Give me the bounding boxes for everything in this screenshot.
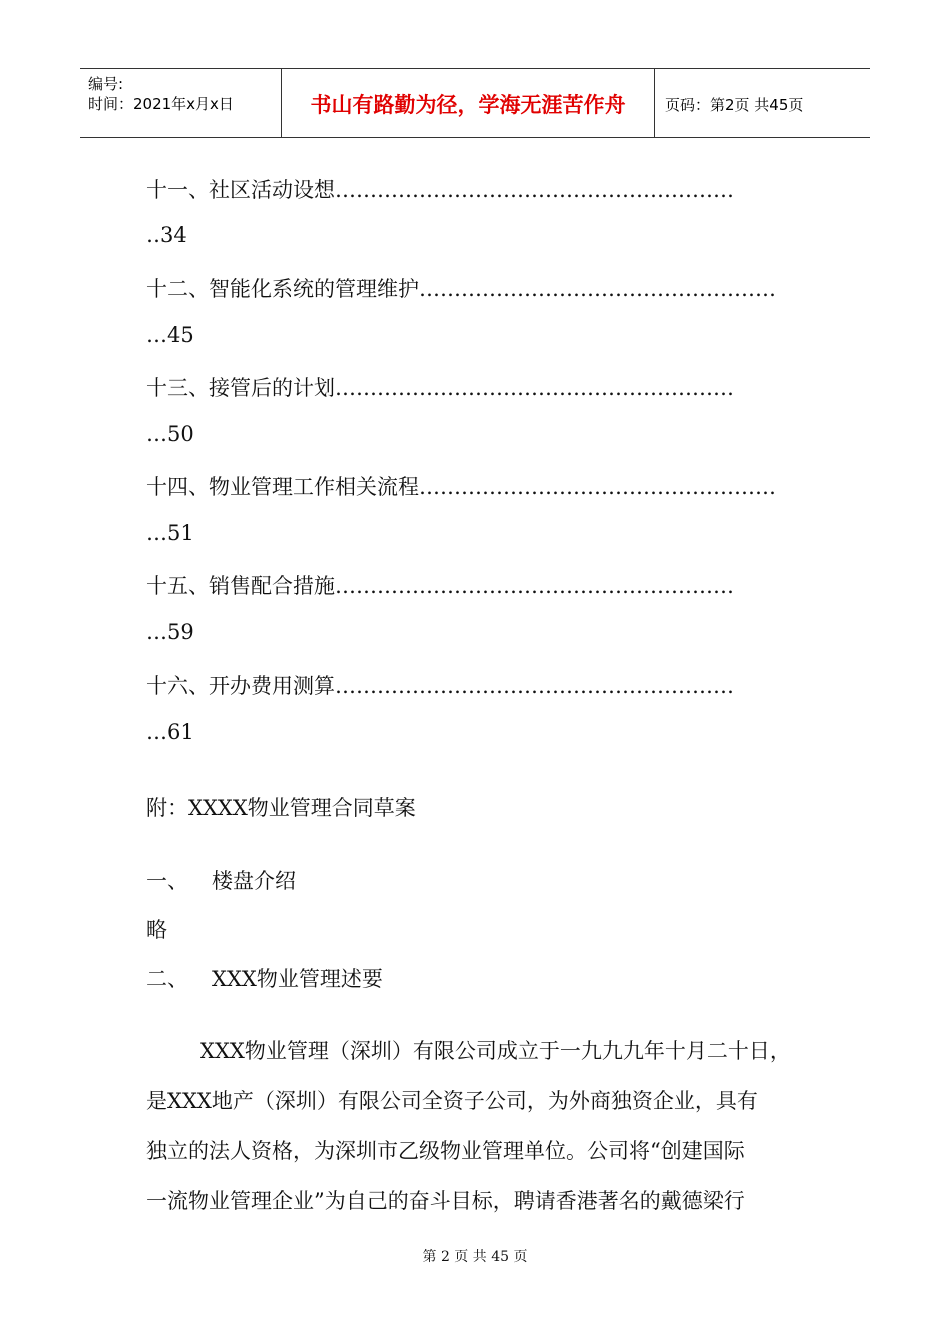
toc-leader-dots: …………………………………………………: [335, 574, 734, 598]
toc-leader-dots: …………………………………………………: [335, 178, 734, 202]
header-motto-cell: [281, 69, 655, 137]
appendix-line: 附：XXXX物业管理合同草案: [146, 796, 416, 820]
toc-entry-page: …51: [146, 521, 194, 545]
page-footer: 第 2 页 共 45 页: [422, 1249, 528, 1265]
header-left-cell: [80, 69, 281, 137]
toc-leader-dots: ……………………………………………: [419, 277, 776, 301]
toc-entry-title: 十一、社区活动设想: [146, 178, 335, 202]
paragraph-line: XXX物业管理（深圳）有限公司成立于一九九九年十月二十日，: [200, 1039, 791, 1063]
document-number-label: 编号:: [88, 75, 124, 93]
toc-entry-title: 十六、开办费用测算: [146, 674, 335, 698]
toc-entry-page: ‥34: [146, 223, 187, 247]
toc-entry-12: [146, 273, 776, 303]
toc-entry-15: [146, 570, 734, 600]
toc-entry-14: [146, 471, 776, 501]
section-1-body: 略: [146, 918, 167, 942]
section-2-title: XXX物业管理述要: [212, 967, 383, 991]
document-time-label: 时间：2021年x月x日: [88, 95, 234, 113]
toc-entry-title: 十五、销售配合措施: [146, 574, 335, 598]
toc-entry-13: [146, 372, 734, 402]
header-motto: 书山有路勤为径，学海无涯苦作舟: [310, 93, 626, 117]
toc-entry-title: 十四、物业管理工作相关流程: [146, 475, 419, 499]
toc-entry-11: [146, 174, 734, 204]
toc-entry-16: [146, 670, 734, 700]
paragraph-line: 是XXX地产（深圳）有限公司全资子公司，为外商独资企业，具有: [146, 1089, 758, 1113]
paragraph-line: 一流物业管理企业”为自己的奋斗目标，聘请香港著名的戴德梁行: [146, 1189, 745, 1213]
paragraph-line: 独立的法人资格，为深圳市乙级物业管理单位。公司将“创建国际: [146, 1139, 745, 1163]
header-right-cell: [655, 69, 870, 137]
toc-entry-title: 十二、智能化系统的管理维护: [146, 277, 419, 301]
toc-entry-page: …50: [146, 422, 194, 446]
toc-leader-dots: …………………………………………………: [335, 376, 734, 400]
section-1-number: 一、: [146, 869, 188, 893]
toc-entry-page: …45: [146, 323, 194, 347]
section-2-number: 二、: [146, 967, 188, 991]
toc-entry-page: …59: [146, 620, 194, 644]
header-page-info: 页码：第2页 共45页: [665, 96, 804, 114]
page-header: [80, 68, 870, 138]
toc-entry-title: 十三、接管后的计划: [146, 376, 335, 400]
toc-leader-dots: …………………………………………………: [335, 674, 734, 698]
toc-entry-page: …61: [146, 720, 194, 744]
toc-leader-dots: ……………………………………………: [419, 475, 776, 499]
section-1-title: 楼盘介绍: [212, 869, 296, 893]
